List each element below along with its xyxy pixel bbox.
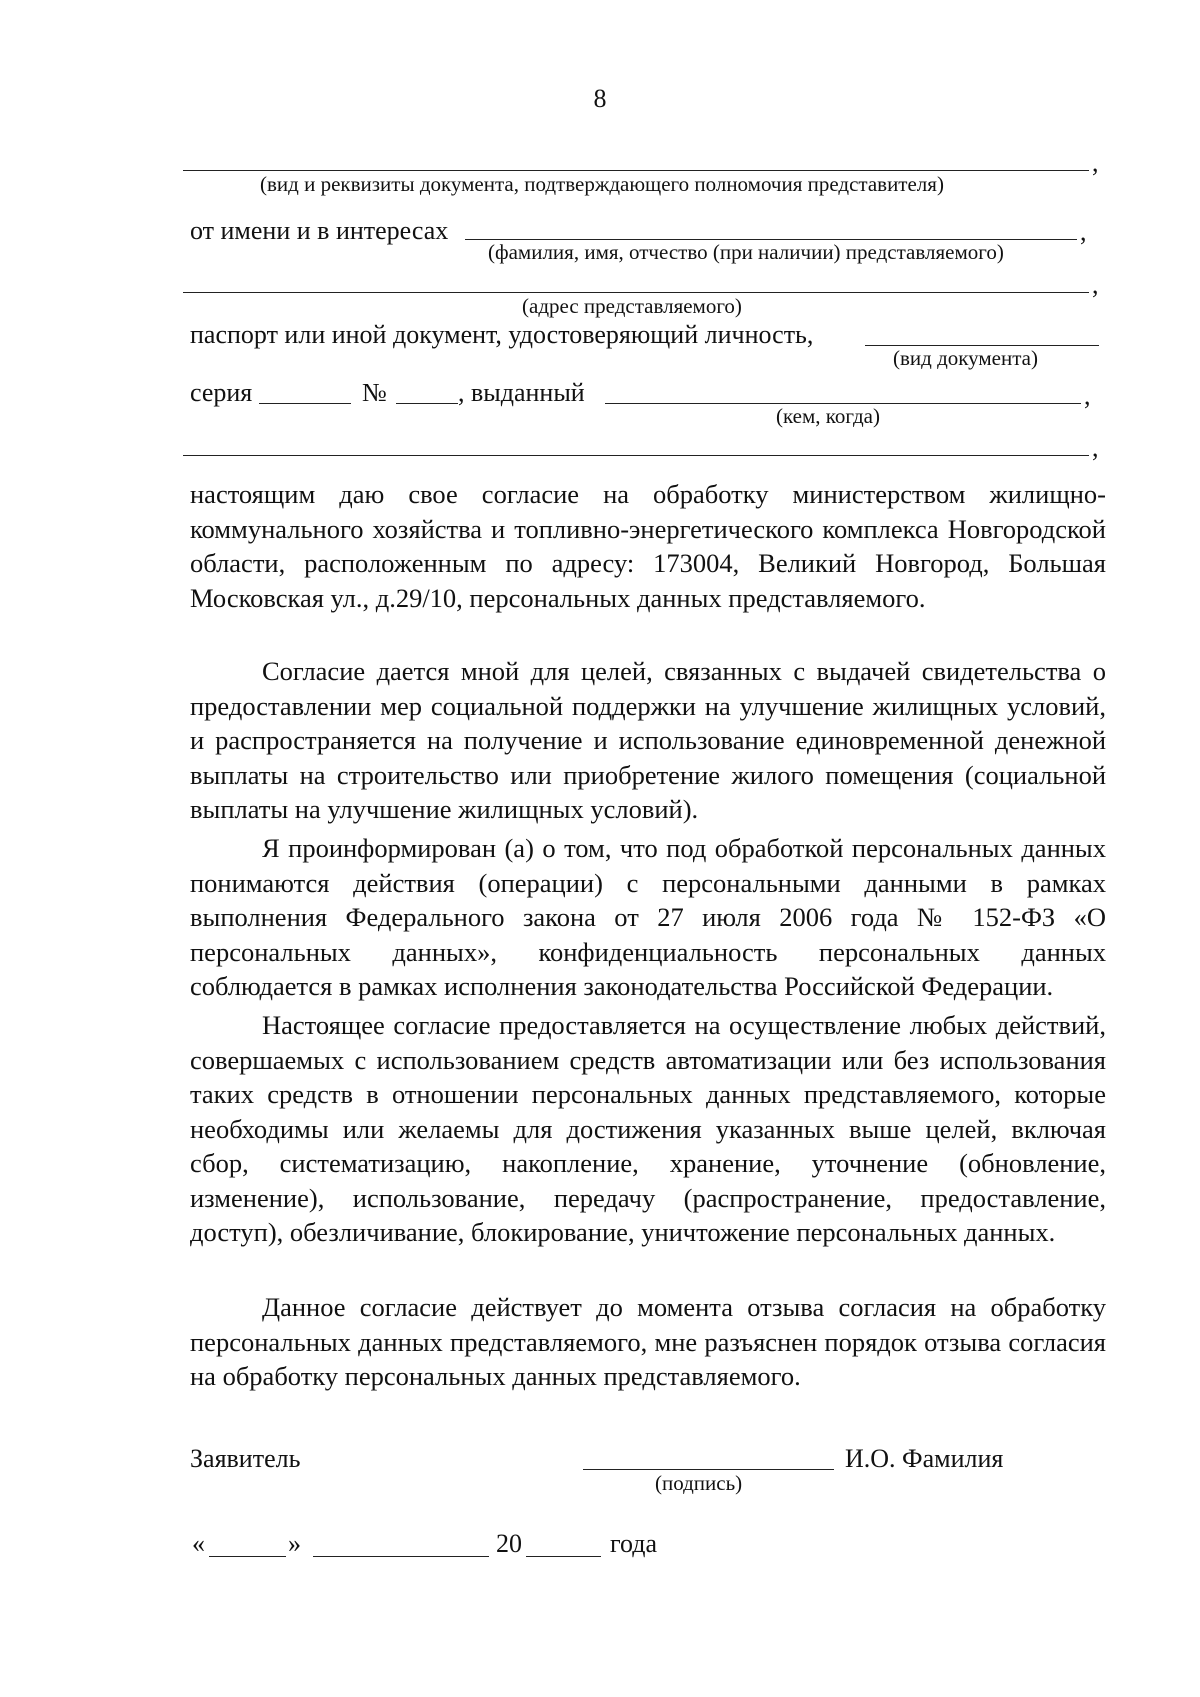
page-number: 8 bbox=[593, 84, 607, 113]
purpose-paragraph: Согласие дается мной для целей, связанных с выдачей свидетельства о предоставлении мер социальной поддержки на улучшение жилищных условий, и распространяется на получение и использование единовременной денежной выплаты на строительство или приобретение жилого помещения (социальной выплаты на улучшение жилищных условий). bbox=[190, 656, 1106, 824]
applicant-label: Заявитель bbox=[190, 1444, 301, 1473]
number-label: № bbox=[362, 378, 387, 407]
day-field[interactable] bbox=[209, 1556, 286, 1557]
represented-address-line[interactable] bbox=[183, 292, 1089, 293]
represented-address-caption: (адрес представляемого) bbox=[522, 294, 742, 318]
year-field[interactable] bbox=[526, 1556, 601, 1557]
informed-paragraph: Я проинформирован (а) о том, что под обработкой персональных данных понимаются действия (операции) с персональными данными в рамках выполнения Федерального закона от 27 июля 2006 года № 152-ФЗ «О персональных данных», конфиденциальность персональных данных соблюдается в рамках исполнения законодательства Российской Федерации. bbox=[190, 833, 1106, 1001]
comma: , bbox=[1092, 270, 1099, 299]
representative-doc-line[interactable] bbox=[183, 170, 1089, 171]
actions-paragraph: Настоящее согласие предоставляется на осуществление любых действий, совершаемых с использованием средств автоматизации или без использования таких средств в отношении персональных данных представляемого, которые необходимы или желаемы для достижения указанных выше целей, включая сбор, систематизацию, накопление, хранение, уточнение (обновление, изменение), использование, передачу (распространение, предоставление, доступ), обезличивание, блокирование, уничтожение персональных данных. bbox=[190, 1010, 1106, 1247]
signature-caption: (подпись) bbox=[655, 1471, 743, 1495]
representative-doc-caption: (вид и реквизиты документа, подтверждающего полномочия представителя) bbox=[260, 172, 944, 196]
passport-label: паспорт или иной документ, удостоверяющий личность, bbox=[190, 320, 814, 349]
comma: , bbox=[1092, 433, 1099, 462]
represented-name-caption: (фамилия, имя, отчество (при наличии) представляемого) bbox=[488, 240, 1004, 264]
issued-by-caption: (кем, когда) bbox=[776, 404, 880, 428]
comma: , bbox=[1084, 381, 1091, 410]
issued-by-continuation-line[interactable] bbox=[183, 455, 1089, 456]
year-suffix: года bbox=[610, 1529, 658, 1558]
validity-paragraph: Данное согласие действует до момента отзыва согласия на обработку персональных данных представляемого, мне разъяснен порядок отзыва согласия на обработку персональных данных представляемого. bbox=[190, 1292, 1106, 1391]
comma: , bbox=[1080, 217, 1087, 246]
signatory-name: И.О. Фамилия bbox=[845, 1444, 1004, 1473]
doc-type-caption: (вид документа) bbox=[893, 346, 1038, 370]
month-field[interactable] bbox=[313, 1556, 489, 1557]
consent-paragraph: настоящим даю свое согласие на обработку министерством жилищно-коммунального хозяйства и топливно-энергетического комплекса Новгородской области, расположенным по адресу: 173004, Великий Новгород, Большая Московская ул., д.29/10, персональных данных представляемого. bbox=[190, 479, 1106, 613]
series-label: серия bbox=[190, 378, 253, 407]
date-close-quote: » bbox=[288, 1529, 301, 1558]
on-behalf-label: от имени и в интересах bbox=[190, 216, 449, 245]
date-open-quote: « bbox=[192, 1529, 205, 1558]
series-field[interactable] bbox=[259, 403, 351, 404]
signature-line[interactable] bbox=[583, 1469, 834, 1470]
comma: , bbox=[1092, 148, 1099, 177]
issued-label: , выданный bbox=[458, 378, 585, 407]
number-field[interactable] bbox=[396, 403, 458, 404]
year-prefix: 20 bbox=[496, 1529, 522, 1558]
